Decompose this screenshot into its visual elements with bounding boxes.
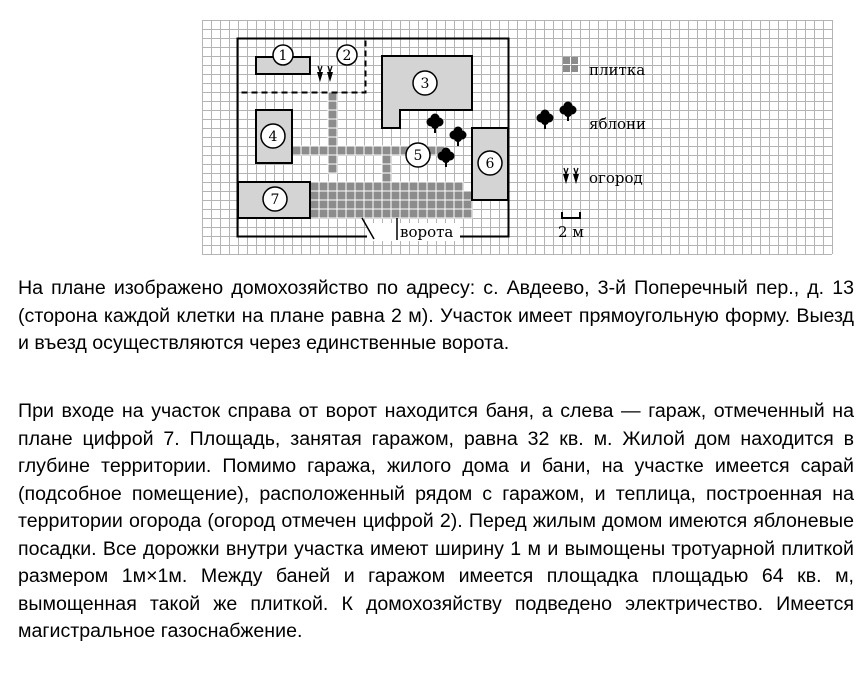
legend-garden-label: огород xyxy=(589,169,643,187)
description-paragraph-1: На плане изображено домохозяйство по адресу: с. Авдеево, 3-й Поперечный пер., д. 13 (сторона каждой клетки на плане равна 2 м). Участок имеет прямоугольную форму. Выезд и въезд осуществляются через единственные ворота. xyxy=(18,277,854,354)
garden-plant-icon xyxy=(563,168,569,184)
label-5: 5 xyxy=(413,148,423,164)
site-plan xyxy=(0,0,867,262)
label-7: 7 xyxy=(270,192,280,208)
label-3: 3 xyxy=(420,76,430,92)
apple-tree-icon xyxy=(427,114,444,134)
scale-label: 2 м xyxy=(558,223,584,241)
label-2: 2 xyxy=(342,48,352,64)
legend-apple-label: яблони xyxy=(589,115,647,133)
plan-grid xyxy=(202,20,833,255)
apple-tree-icon xyxy=(537,110,554,130)
garden-plant-icon xyxy=(327,66,333,82)
legend-tile-icon xyxy=(563,57,570,64)
label-4: 4 xyxy=(268,129,278,145)
legend-tile-label: плитка xyxy=(589,61,646,79)
gate-label: ворота xyxy=(400,223,454,241)
description-paragraph-2: При входе на участок справа от ворот находится баня, а слева — гараж, отмеченный на плане цифрой 7. Площадь, занятая гаражом, равна 32 кв. м. Жилой дом находится в глубине территории. Помимо гаража, жилого дома и бани, на участке имеется сарай (подсобное помещение), расположенный рядом с гаражом, и теплица, построенная на территории огорода (огород отмечен цифрой 2). Перед жилым домом имеются яблоневые посадки. Все дорожки внутри участка имеют ширину 1 м и вымощены тротуарной плиткой размером 1м×1м. Между баней и гаражом имеется площадка площадью 64 кв. м, вымощенная такой же плиткой. К домохозяйству подведено электричество. Имеется магистральное газоснабжение. xyxy=(18,400,854,642)
label-6: 6 xyxy=(485,156,495,172)
label-1: 1 xyxy=(278,48,288,64)
garden-plant-icon xyxy=(573,168,579,184)
